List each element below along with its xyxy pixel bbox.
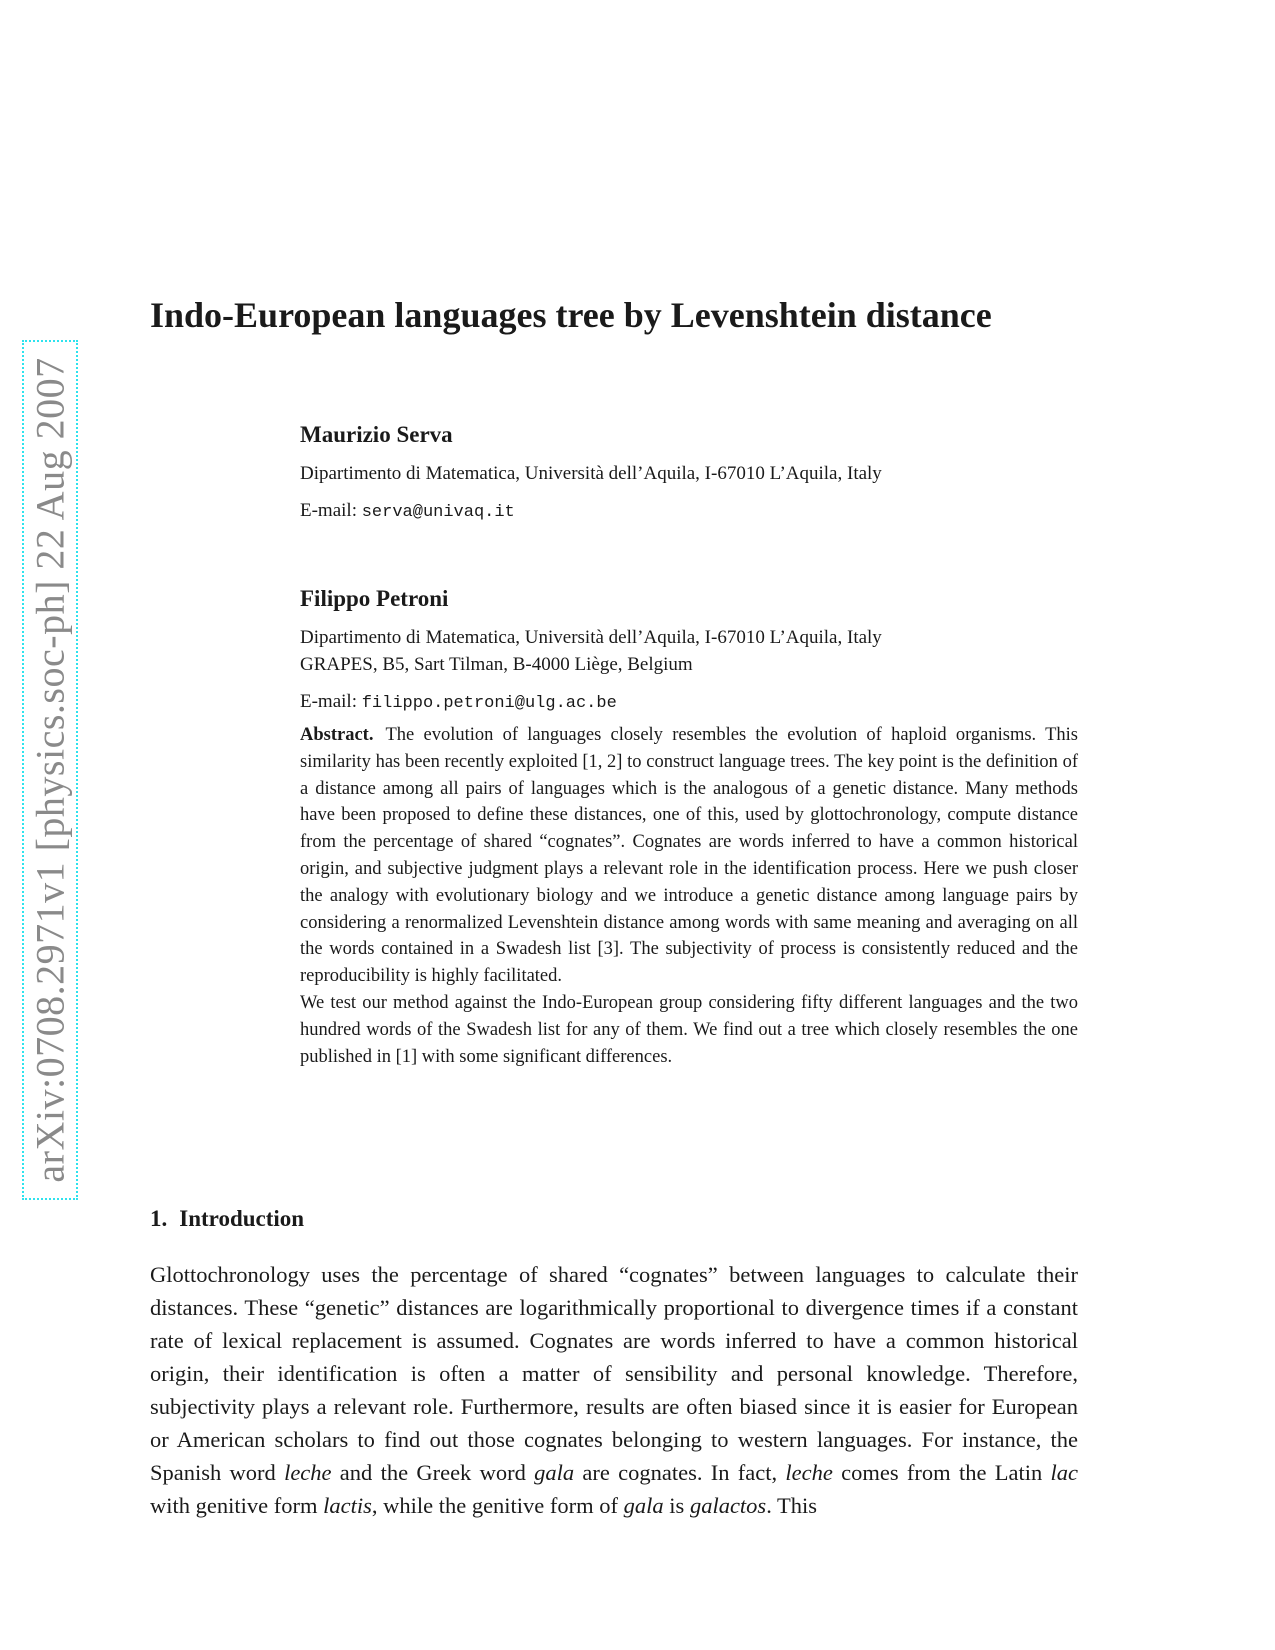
- author-email-link[interactable]: serva@univaq.it: [361, 503, 515, 522]
- body-span: are cognates. In fact,: [574, 1460, 786, 1485]
- arxiv-stamp: [22, 340, 78, 1200]
- italic-word: gala: [534, 1460, 575, 1485]
- section-number: 1.: [150, 1206, 168, 1231]
- body-span: and the Greek word: [331, 1460, 535, 1485]
- body-span: Glottochronology uses the percentage of shared “cognates” between languages to calculate their distances. These “genetic” distances are logarithmically proportional to divergence times if a constant rate of lexical replacement is assumed. Cognates are words inferred to have a common historical origin, their identification is often a matter of sensibility and personal knowledge. Therefore, subjectivity plays a relevant role. Furthermore, results are often biased since it is easier for European or American scholars to find out those cognates belonging to western languages. For instance, the Spanish word: [150, 1262, 1078, 1485]
- abstract-text: The evolution of languages closely resembles the evolution of haploid organisms. This similarity has been recently exploited [1, 2] to construct language trees. The key point is the definition of a distance among all pairs of languages which is the analogous of a genetic distance. Many methods have been proposed to define these distances, one of this, used by glottochronology, compute distance from the percentage of shared “cognates”. Cognates are words inferred to have a common historical origin, and subjective judgment plays a relevant role in the identification process. Here we push closer the analogy with evolutionary biology and we introduce a genetic distance among language pairs by considering a renormalized Levenshtein distance among words with same meaning and averaging on all the words contained in a Swadesh list [3]. The subjectivity of process is consistently reduced and the reproducibility is highly facilitated.: [300, 725, 1078, 987]
- section-title: Introduction: [179, 1206, 305, 1231]
- abstract: [300, 722, 1078, 1070]
- italic-word: lactis: [323, 1493, 372, 1518]
- body-span: comes from the Latin: [832, 1460, 1051, 1485]
- email-label: E-mail:: [300, 500, 357, 521]
- paper-title: Indo-European languages tree by Levenshtein distance: [150, 295, 992, 335]
- section-heading: [150, 1206, 304, 1232]
- arxiv-stamp-text: arXiv:0708.2971v1 [physics.soc-ph] 22 Aug 2007: [27, 357, 73, 1183]
- author-list: [300, 420, 1080, 747]
- author-affiliation: Dipartimento di Matematica, Università dell’Aquila, I-67010 L’Aquila, Italy: [300, 627, 882, 648]
- italic-word: gala: [623, 1493, 664, 1518]
- abstract-paragraph: We test our method against the Indo-European group considering fifty different languages and the two hundred words of the Swadesh list for any of them. We find out a tree which closely resembles the one published in [1] with some significant differences.: [300, 992, 1078, 1067]
- author-email-line: [300, 688, 1080, 717]
- body-span: , while the genitive form of: [371, 1493, 624, 1518]
- italic-word: leche: [284, 1460, 332, 1485]
- author-name: Maurizio Serva: [300, 422, 453, 447]
- section-body: [150, 1258, 1078, 1522]
- author-affiliation: GRAPES, B5, Sart Tilman, B-4000 Liège, Belgium: [300, 654, 693, 675]
- abstract-paragraph: [300, 722, 1078, 990]
- author-affiliation: Dipartimento di Matematica, Università dell’Aquila, I-67010 L’Aquila, Italy: [300, 463, 882, 484]
- email-label: E-mail:: [300, 691, 357, 712]
- abstract-label: Abstract.: [300, 725, 374, 745]
- author-block: [300, 420, 1080, 526]
- italic-word: galactos: [689, 1493, 767, 1518]
- author-block: [300, 584, 1080, 717]
- body-span: with genitive form: [150, 1493, 324, 1518]
- author-email-line: [300, 497, 1080, 526]
- author-email-link[interactable]: filippo.petroni@ulg.ac.be: [361, 694, 617, 713]
- italic-word: leche: [785, 1460, 833, 1485]
- body-span: is: [663, 1493, 690, 1518]
- author-name: Filippo Petroni: [300, 586, 449, 611]
- italic-word: lac: [1050, 1460, 1078, 1485]
- body-span: . This: [766, 1493, 818, 1518]
